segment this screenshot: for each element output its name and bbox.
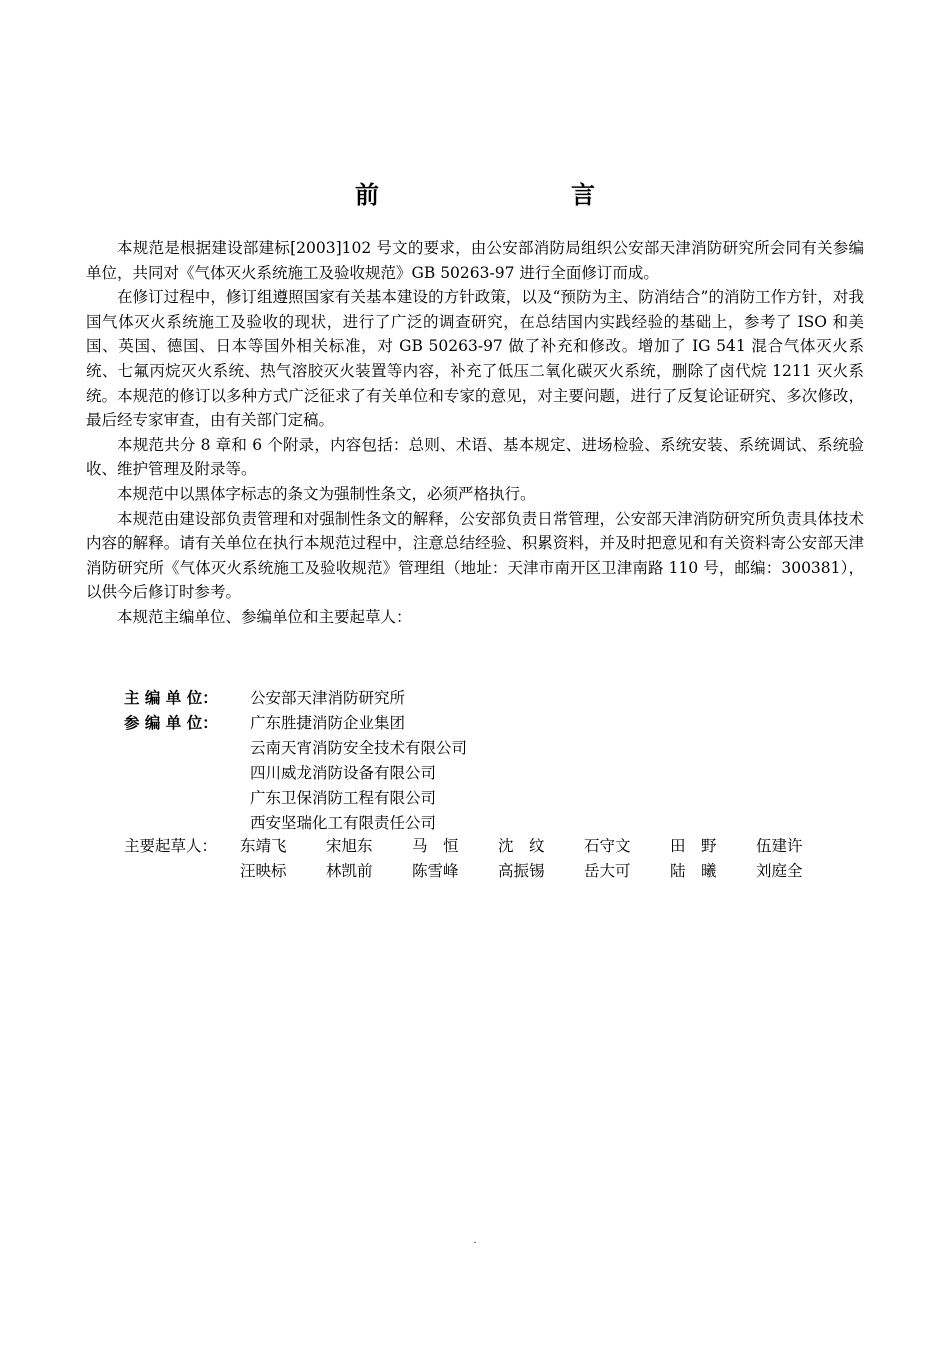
drafter-name: 伍建许	[756, 837, 803, 855]
preface-body	[86, 236, 864, 630]
paragraph-mandatory-clauses: 本规范中以黑体字标志的条文为强制性条文，必须严格执行。	[117, 484, 536, 503]
drafters-label: 主要起草人：	[124, 837, 218, 855]
drafter-name: 陆 曦	[670, 862, 717, 880]
paragraph-origin: 本规范是根据建设部建标[2003]102 号文的要求，由公安部消防局组织公安部天津消防研究所会同有关参编单位，共同对《气体灭火系统施工及验收规范》GB 50263-97 进行全面修订而成。	[86, 239, 864, 282]
unit-label-blank	[124, 761, 250, 786]
drafter-name: 马 恒	[412, 837, 459, 855]
participating-units	[124, 686, 467, 836]
chief-unit-value: 公安部天津消防研究所	[250, 689, 406, 707]
participating-unit-value: 广东卫保消防工程有限公司	[250, 789, 437, 807]
unit-label-blank	[124, 736, 250, 761]
unit-row	[124, 811, 467, 836]
page-title: 前 言	[355, 181, 643, 209]
drafter-name: 石守文	[584, 837, 631, 855]
unit-row	[124, 711, 467, 736]
participating-unit-value: 四川威龙消防设备有限公司	[250, 764, 437, 782]
chief-unit-label: 主 编 单 位：	[124, 689, 218, 707]
drafter-name: 林凯前	[326, 862, 373, 880]
participating-unit-value: 广东胜捷消防企业集团	[250, 714, 406, 732]
paragraph-units-intro: 本规范主编单位、参编单位和主要起草人：	[117, 607, 412, 626]
participating-unit-label: 参 编 单 位：	[124, 714, 218, 732]
paragraph-contents: 本规范共分 8 章和 6 个附录，内容包括：总则、术语、基本规定、进场检验、系统安装、系统调试、系统验收、维护管理及附录等。	[86, 435, 864, 479]
participating-unit-value: 西安坚瑞化工有限责任公司	[250, 814, 437, 832]
drafter-name: 刘庭全	[756, 862, 803, 880]
unit-label-blank	[124, 811, 250, 836]
drafter-name: 汪映标	[240, 862, 287, 880]
main-drafters	[124, 834, 842, 884]
participating-unit-value: 云南天宵消防安全技术有限公司	[250, 739, 468, 757]
unit-row	[124, 686, 467, 711]
paragraph-revision-process: 在修订过程中，修订组遵照国家有关基本建设的方针政策，以及“预防为主、防消结合”的消防工作方针，对我国气体灭火系统施工及验收的现状，进行了广泛的调查研究，在总结国内实践经验的基础上，参考了 ISO 和美国、英国、德国、日本等国外相关标准，对 GB 50263-97 做了补充和修改。增加了 IG 541 混合气体灭火系统、七氟丙烷灭火系统、热气溶胶灭火装置等内容，补充了低压二氧化碳灭火系统，删除了卤代烷 1211 灭火系统。本规范的修订以多种方式广泛征求了有关单位和专家的意见，对主要问题，进行了反复论证研究、多次修改，最后经专家审查，由有关部门定稿。	[86, 288, 864, 430]
page-footer-mark: .	[473, 1235, 477, 1246]
drafter-name: 沈 纹	[498, 837, 545, 855]
unit-row	[124, 736, 467, 761]
paragraph-management: 本规范由建设部负责管理和对强制性条文的解释，公安部负责日常管理，公安部天津消防研究所负责具体技术内容的解释。请有关单位在执行本规范过程中，注意总结经验、积累资料，并及时把意见和有关资料寄公安部天津消防研究所《气体灭火系统施工及验收规范》管理组（地址：天津市南开区卫津南路 110 号，邮编：300381），以供今后修订时参考。	[86, 509, 864, 602]
unit-row	[124, 786, 467, 811]
drafter-name: 田 野	[670, 837, 717, 855]
drafter-name: 宋旭东	[326, 837, 373, 855]
drafters-grid	[240, 834, 842, 884]
drafter-name: 岳大可	[584, 862, 631, 880]
unit-row	[124, 761, 467, 786]
unit-label-blank	[124, 786, 250, 811]
drafter-name: 陈雪峰	[412, 862, 459, 880]
drafter-name: 高振锡	[498, 862, 545, 880]
drafter-name: 东靖飞	[240, 837, 287, 855]
